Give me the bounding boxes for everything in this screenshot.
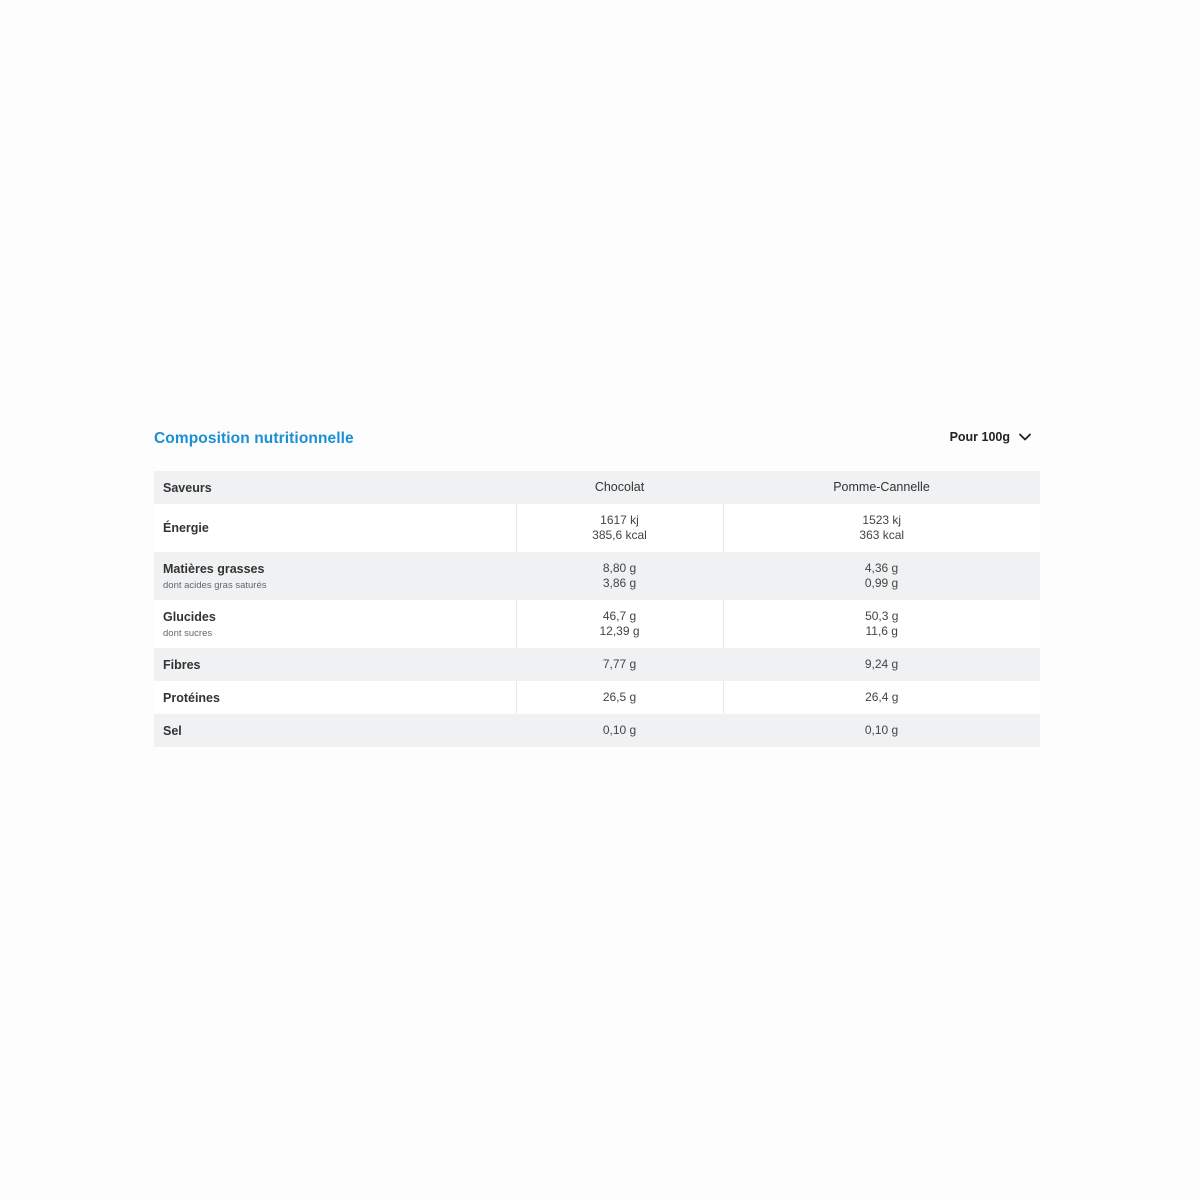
cell-chocolat: 0,10 g — [602, 723, 637, 737]
nutrition-table — [154, 471, 1040, 747]
cell-pomme-cannelle: 50,3 g 11,6 g — [723, 600, 1040, 648]
nutrition-panel — [154, 424, 1040, 738]
row-label: Énergie — [163, 521, 209, 535]
row-label: Sel — [163, 723, 182, 738]
cell-chocolat: 46,7 g 12,39 g — [516, 600, 723, 648]
table-row-sel — [154, 714, 1040, 747]
row-label: Protéines — [163, 690, 220, 705]
cell-pomme-cannelle: 1523 kj 363 kcal — [723, 504, 1040, 552]
cell-pomme-cannelle: 9,24 g — [864, 657, 899, 671]
section-title: Composition nutritionnelle — [154, 430, 354, 447]
table-row-energie — [154, 504, 1040, 552]
cell-chocolat: 8,80 g 3,86 g — [602, 561, 637, 590]
table-row-fibres — [154, 648, 1040, 681]
cell-chocolat: 1617 kj 385,6 kcal — [516, 504, 723, 552]
column-header-pomme-cannelle: Pomme-Cannelle — [833, 480, 930, 494]
cell-pomme-cannelle: 26,4 g — [723, 681, 1040, 714]
panel-header — [154, 424, 1040, 456]
column-header-saveurs: Saveurs — [163, 480, 212, 495]
cell-chocolat: 7,77 g — [602, 657, 637, 671]
table-row-matieres-grasses — [154, 552, 1040, 600]
table-header-row — [154, 471, 1040, 504]
row-label: Glucides dont sucres — [163, 609, 216, 639]
table-row-proteines — [154, 681, 1040, 714]
chevron-down-icon — [1018, 430, 1032, 444]
table-row-glucides — [154, 600, 1040, 648]
cell-pomme-cannelle: 0,10 g — [864, 723, 899, 737]
column-header-chocolat: Chocolat — [594, 480, 645, 494]
portion-label: Pour 100g — [949, 430, 1010, 444]
portion-selector[interactable] — [950, 430, 1032, 444]
row-label: Matières grasses dont acides gras saturés — [163, 561, 267, 591]
cell-pomme-cannelle: 4,36 g 0,99 g — [864, 561, 899, 590]
row-label: Fibres — [163, 657, 201, 672]
cell-chocolat: 26,5 g — [516, 681, 723, 714]
